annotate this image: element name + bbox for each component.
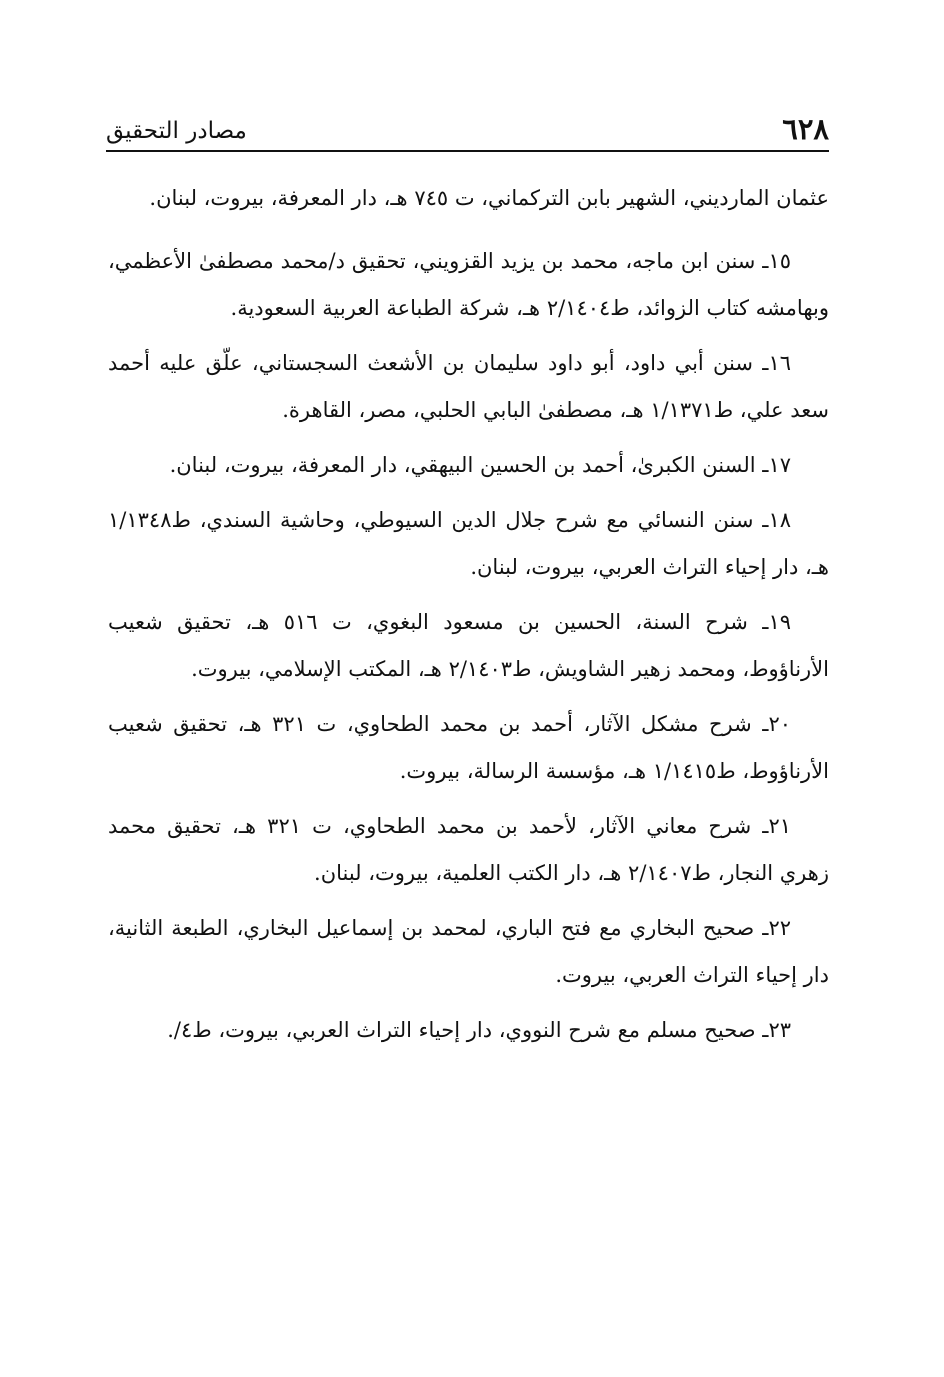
entry-text: شرح مشكل الآثار، أحمد بن محمد الطحاوي، ت ٣٢١ هـ، تحقيق شعيب الأرناؤوط، ط١/١٤١٥ هـ، مؤسسة الرسالة، بيروت. <box>108 712 829 783</box>
entry-number: ١٥ـ <box>762 249 792 273</box>
entry-text: صحيح مسلم مع شرح النووي، دار إحياء التراث العربي، بيروت، ط٤/. <box>167 1018 756 1042</box>
entry-number: ٢٣ـ <box>762 1018 791 1042</box>
entry-text: السنن الكبرىٰ، أحمد بن الحسين البيهقي، دار المعرفة، بيروت، لبنان. <box>169 453 756 477</box>
entry-number: ١٦ـ <box>762 351 791 375</box>
bibliography-entry-19 <box>108 599 829 693</box>
bibliography-entry-23 <box>108 1007 829 1054</box>
bibliography-entry-17 <box>108 442 829 489</box>
entry-number: ٢٠ـ <box>762 712 791 736</box>
entry-number: ٢٢ـ <box>762 916 791 940</box>
bibliography-entry-21 <box>108 803 829 897</box>
running-title: مصادر التحقيق <box>106 118 247 144</box>
entry-number: ١٧ـ <box>762 453 791 477</box>
page-header <box>106 108 829 152</box>
entry-text: سنن ابن ماجه، محمد بن يزيد القزويني، تحقيق د/محمد مصطفىٰ الأعظمي، وبهامشه كتاب الزوائد، ط٢/١٤٠٤ هـ، شركة الطباعة العربية السعودية. <box>108 249 829 320</box>
entry-continuation: عثمان المارديني، الشهير بابن التركماني، ت ٧٤٥ هـ، دار المعرفة، بيروت، لبنان. <box>149 186 829 210</box>
entry-number: ١٩ـ <box>762 610 791 634</box>
entry-number: ٢١ـ <box>762 814 791 838</box>
entry-text: صحيح البخاري مع فتح الباري، لمحمد بن إسماعيل البخاري، الطبعة الثانية، دار إحياء التراث العربي، بيروت. <box>108 916 829 987</box>
entry-text: سنن أبي داود، أبو داود سليمان بن الأشعث السجستاني، علّق عليه أحمد سعد علي، ط١/١٣٧١ هـ، مصطفىٰ البابي الحلبي، مصر، القاهرة. <box>108 351 829 422</box>
page-number: ٦٢٨ <box>782 112 829 146</box>
bibliography-list <box>108 175 829 1062</box>
bibliography-entry-18 <box>108 497 829 591</box>
bibliography-entry-22 <box>108 905 829 999</box>
entry-number: ١٨ـ <box>762 508 792 532</box>
entry-text: شرح معاني الآثار، لأحمد بن محمد الطحاوي، ت ٣٢١ هـ، تحقيق محمد زهري النجار، ط٢/١٤٠٧ هـ، دار الكتب العلمية، بيروت، لبنان. <box>108 814 829 885</box>
entry-text: سنن النسائي مع شرح جلال الدين السيوطي، وحاشية السندي، ط١/١٣٤٨ هـ، دار إحياء التراث العربي، بيروت، لبنان. <box>108 508 829 579</box>
bibliography-entry-15 <box>108 238 829 332</box>
bibliography-entry-16 <box>108 340 829 434</box>
entry-text: شرح السنة، الحسين بن مسعود البغوي، ت ٥١٦ هـ، تحقيق شعيب الأرناؤوط، ومحمد زهير الشاويش، ط٢/١٤٠٣ هـ، المكتب الإسلامي، بيروت. <box>108 610 829 681</box>
bibliography-entry-20 <box>108 701 829 795</box>
